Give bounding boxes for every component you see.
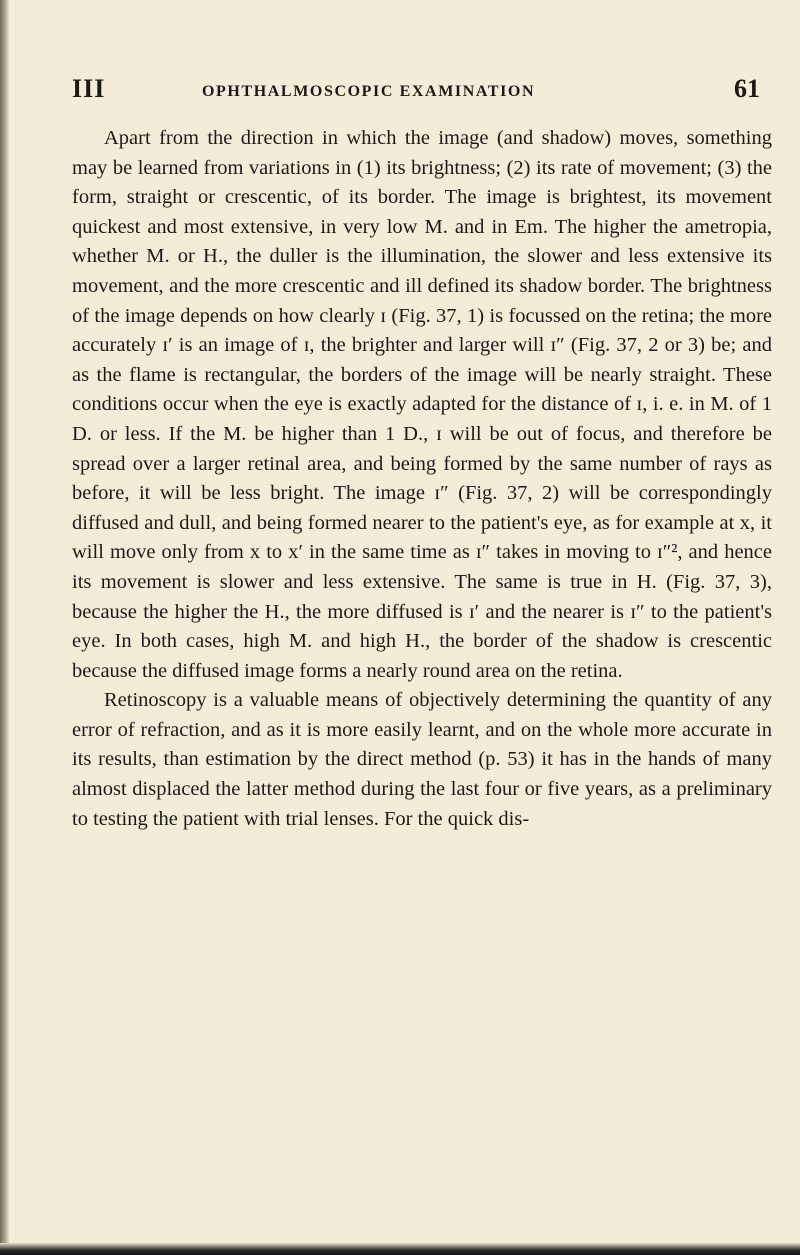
paragraph: Retinoscopy is a valuable means of objectively determining the quantity of any error of refraction, and as it is more easily learnt, and on the whole more accurate in its results, than estimation by the direct method (p. 53) it has in the hands of many almost displaced the latter method during the last four or five years, as a preliminary to testing the patient with trial lenses. For the quick dis- <box>72 689 772 830</box>
chapter-numeral: III <box>72 74 106 103</box>
page-header <box>72 74 772 108</box>
running-head: OPHTHALMOSCOPIC EXAMINATION <box>202 83 536 100</box>
paragraph: Apart from the direction in which the image (and shadow) moves, something may be learned from variations in (1) its brightness; (2) its rate of movement; (3) the form, straight or crescentic, of its border. The image is brightest, its movement quickest and most extensive, in very low M. and in Em. The higher the ametropia, whether M. or H., the duller is the illumination, the slower and less extensive its movement, and the more crescentic and ill defined its shadow border. The brightness of the image depends on how clearly ɪ (Fig. 37, 1) is focussed on the retina; the more accurately ɪ′ is an image of ɪ, the brighter and larger will ɪ″ (Fig. 37, 2 or 3) be; and as the flame is rectangular, the borders of the image will be nearly straight. These conditions occur when the eye is exactly adapted for the distance of ɪ, i. e. in M. of 1 D. or less. If the M. be higher than 1 D., ɪ will be out of focus, and therefore be spread over a larger retinal area, and being formed by the same number of rays as before, it will be less bright. The image ɪ″ (Fig. 37, 2) will be correspondingly diffused and dull, and being formed nearer to the patient's eye, as for example at x, it will move only from x to x′ in the same time as ɪ″ takes in moving to ɪ″², and hence its movement is slower and less extensive. The same is true in H. (Fig. 37, 3), because the higher the H., the more diffused is ɪ′ and the nearer is ɪ″ to the patient's eye. In both cases, high M. and high H., the border of the shadow is crescentic because the diffused image forms a nearly round area on the retina. <box>72 127 772 682</box>
page-number: 61 <box>734 74 760 103</box>
page-bottom-edge <box>0 1243 800 1255</box>
page-binding-edge <box>0 0 9 1255</box>
body-text <box>72 124 772 834</box>
